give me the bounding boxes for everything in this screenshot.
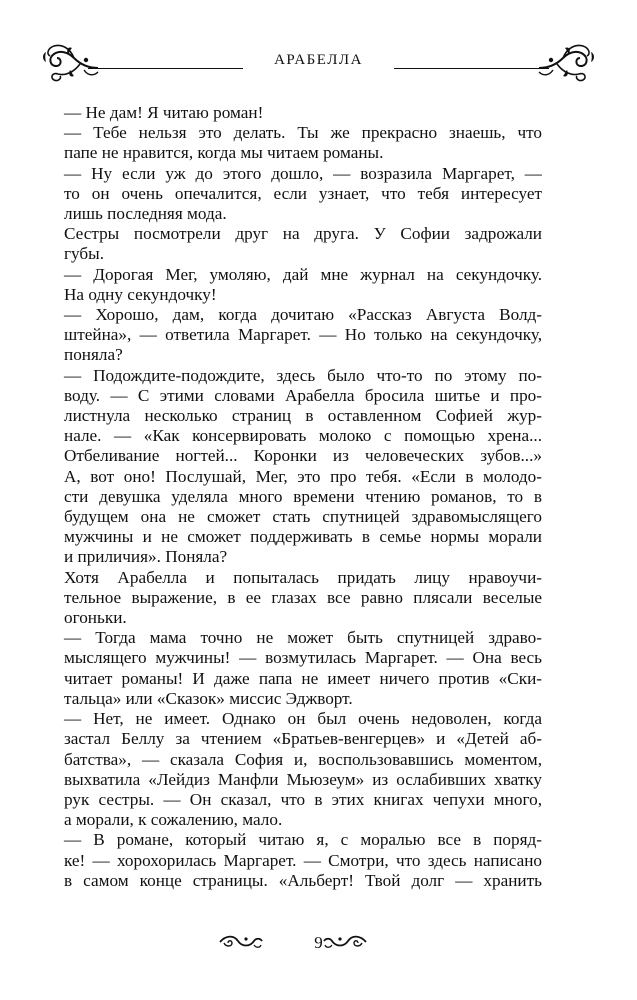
text-line: штейна», — ответила Маргарет. — Но только на секундочку, — [64, 325, 542, 345]
text-line: будущем она не сможет стать спутницей здравомыслящего — [64, 507, 542, 527]
text-line: — Тогда мама точно не может быть спутницей здраво- — [64, 628, 542, 648]
text-line: мужчины и не сможет поддерживать в семье нормы морали — [64, 527, 542, 547]
text-line: папе не нравится, когда мы читаем романы. — [64, 143, 384, 163]
text-line: Хотя Арабелла и попыталась придать лицу нравоучи- — [64, 567, 542, 587]
text-line: — В романе, который читаю я, с моралью все в поряд- — [64, 830, 542, 850]
text-line: А, вот оно! Послушай, Мег, это про тебя. «Если в молодо- — [64, 466, 542, 486]
text-line: нале. — «Как консервировать молоко с помощью хрена... — [64, 426, 542, 446]
text-line: рук сестры. — Он сказал, что в этих книгах чепухи много, — [64, 789, 542, 809]
header-rule-right — [394, 68, 549, 69]
text-line: сти девушка уделяла много времени чтению романов, то в — [64, 486, 542, 506]
text-line: — Хорошо, дам, когда дочитаю «Рассказ Августа Волд- — [64, 305, 542, 325]
text-line: — Нет, не имеет. Однако он был очень недоволен, когда — [64, 709, 542, 729]
text-line: то он очень опечалится, если узнает, что тебя интересует — [64, 183, 542, 203]
text-line: — Дорогая Мег, умоляю, дай мне журнал на секундочку. — [64, 264, 542, 284]
text-line: ке! — хорохорилась Маргарет. — Смотри, что здесь написано — [64, 850, 542, 870]
text-line: тальца» или «Сказок» миссис Эджворт. — [64, 688, 353, 708]
running-title: АРАБЕЛЛА — [274, 52, 363, 68]
text-line: лишь последняя мода. — [64, 204, 227, 224]
page-header — [40, 38, 597, 98]
text-line: тельное выражение, в ее глазах все равно плясали веселые — [64, 587, 542, 607]
text-line: Отбеливание ногтей... Коронки из человеческих зубов...» — [64, 446, 542, 466]
text-line: листнула несколько страниц в оставленном Софией жур- — [64, 406, 542, 426]
text-line: читает романы! И даже папа не имеет ничего против «Ски- — [64, 668, 542, 688]
vine-flourish-icon — [537, 42, 597, 88]
text-line: — Ну если уж до этого дошло, — возразила Маргарет, — — [64, 163, 542, 183]
text-line: застал Беллу за чтением «Братьев-венгерцев» и «Детей аб- — [64, 729, 542, 749]
text-line: Сестры посмотрели друг на друга. У Софии задрожали — [64, 224, 542, 244]
text-line: губы. — [64, 244, 105, 264]
text-line: в самом конце страницы. «Альберт! Твой долг — хранить — [64, 870, 542, 890]
text-line: огоньки. — [64, 608, 127, 628]
text-line: поняла? — [64, 345, 123, 365]
page-number: 9 — [314, 933, 323, 952]
text-line: На одну секундочку! — [64, 284, 217, 304]
text-line: батства», — сказала София и, воспользовавшись моментом, — [64, 749, 542, 769]
text-line: а морали, к сожалению, мало. — [64, 810, 283, 830]
text-line: выхватила «Лейдиз Манфли Мьюзеум» из ослабивших хватку — [64, 769, 542, 789]
body-text — [64, 103, 542, 891]
text-line: воду. — С этими словами Арабелла бросила шитье и про- — [64, 385, 542, 405]
text-line: — Тебе нельзя это делать. Ты же прекрасно знаешь, что — [64, 123, 542, 143]
text-line: — Подождите-подождите, здесь было что-то по этому по- — [64, 365, 542, 385]
scroll-flourish-icon — [322, 933, 368, 951]
text-line: и приличия». Поняла? — [64, 547, 228, 567]
page-footer — [0, 925, 637, 965]
text-line: мыслящего мужчины! — возмутилась Маргарет. — Она весь — [64, 648, 542, 668]
text-line: — Не дам! Я читаю роман! — [64, 103, 264, 122]
